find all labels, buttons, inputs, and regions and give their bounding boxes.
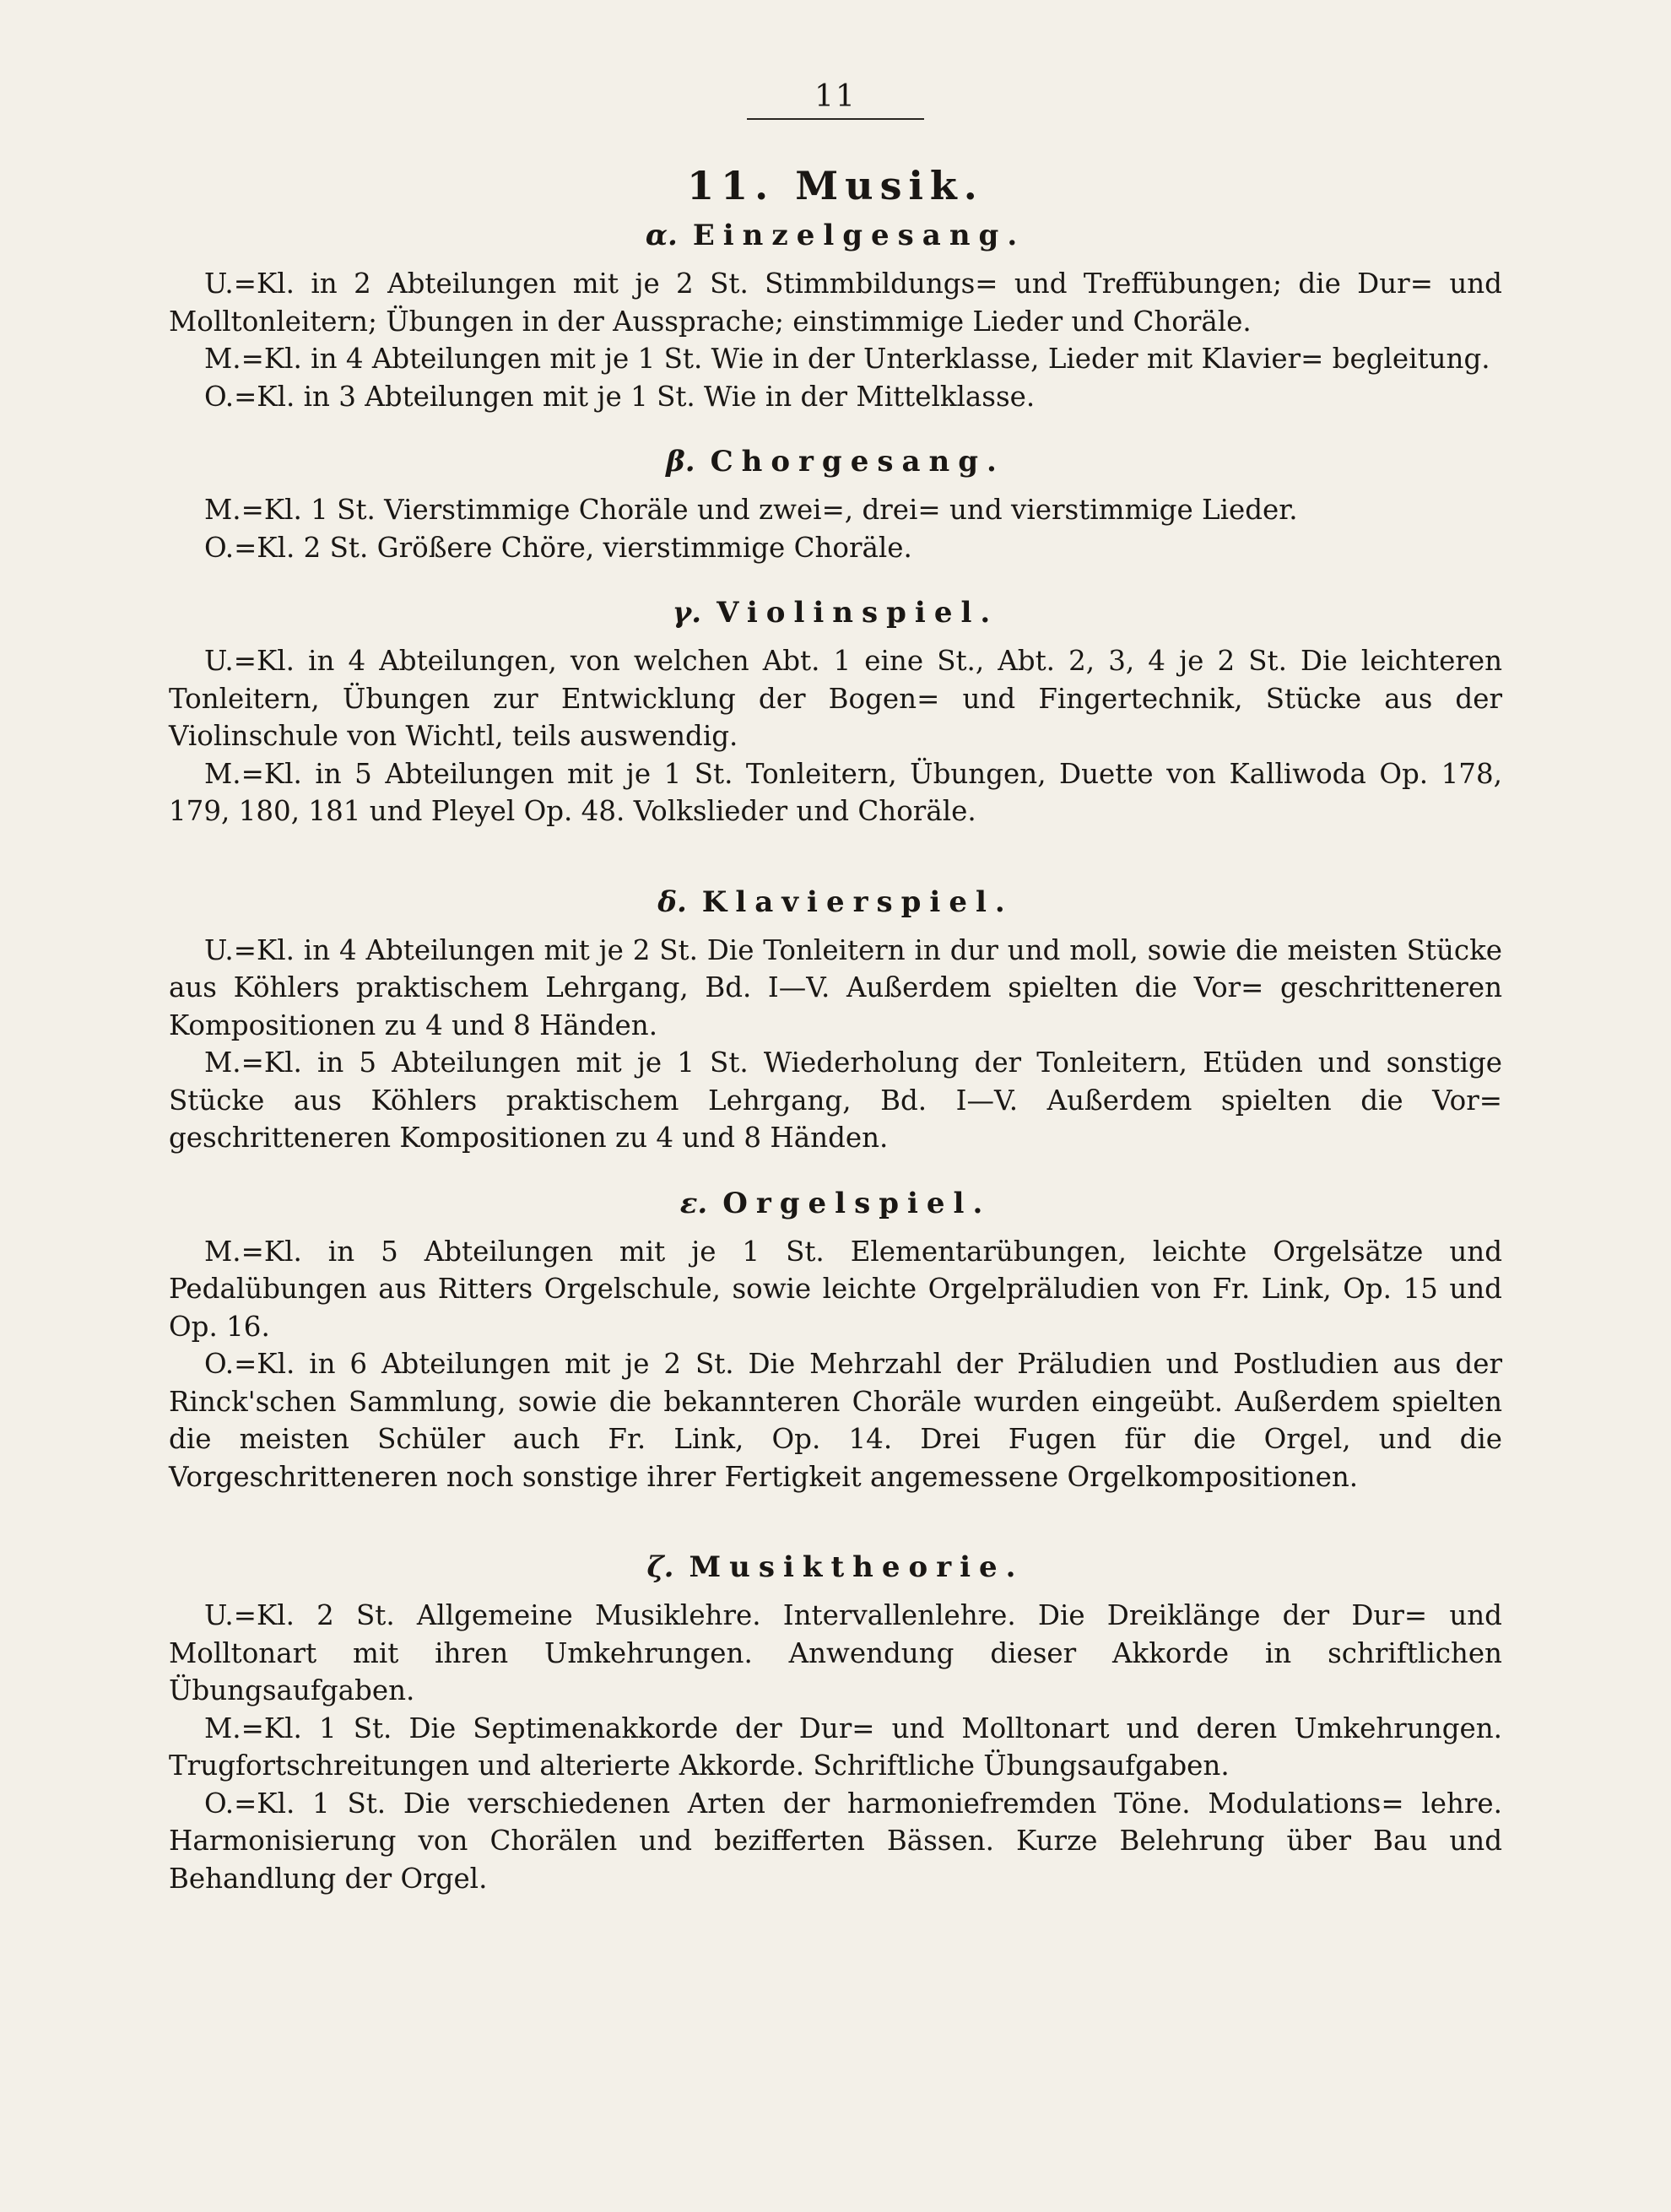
paragraph: M.=Kl. 1 St. Die Septimenakkorde der Dur= und Molltonart und deren Umkehrungen. Trugfortschreitungen und alterierte Akkorde. Schriftliche Übungsaufgaben. bbox=[169, 1712, 1502, 1782]
subsection-title: Musiktheorie. bbox=[689, 1550, 1025, 1584]
paragraph: U.=Kl. in 4 Abteilungen mit je 2 St. Die Tonleitern in dur und moll, sowie die meisten Stücke aus Köhlers praktischem Lehrgang, Bd. I—V. Außerdem spielten die Vor= geschritteneren Kompositionen zu 4 und 8 Händen. bbox=[169, 933, 1502, 1041]
paragraph: M.=Kl. in 5 Abteilungen mit je 1 St. Wiederholung der Tonleitern, Etüden und sonstige Stücke aus Köhlers praktischem Lehrgang, Bd. I—V. Außerdem spielten die Vor= geschritteneren Kompositionen zu 4 und 8 Händen. bbox=[169, 1047, 1502, 1154]
page-number: 11 bbox=[814, 79, 857, 114]
subsection-title: Klavierspiel. bbox=[701, 884, 1014, 919]
paragraph: M.=Kl. in 5 Abteilungen mit je 1 St. Elementarübungen, leichte Orgelsätze und Pedalübungen aus Ritters Orgelschule, sowie leichte Orgelpräludien von Fr. Link, Op. 15 und Op. 16. bbox=[169, 1235, 1502, 1343]
document-page bbox=[169, 76, 1502, 1923]
page-number-rule bbox=[747, 118, 924, 120]
paragraph: U.=Kl. in 4 Abteilungen, von welchen Abt. 1 eine St., Abt. 2, 3, 4 je 2 St. Die leichteren Tonleitern, Übungen zur Entwicklung der Bogen= und Fingertechnik, Stücke aus der Violinschule von Wichtl, teils auswendig. bbox=[169, 645, 1502, 752]
subsection-orgelspiel bbox=[169, 1182, 1502, 1496]
subsection-title: Einzelgesang. bbox=[692, 219, 1026, 252]
subsection-letter: δ. bbox=[657, 884, 687, 919]
section-title: 11. Musik. bbox=[687, 163, 984, 208]
paragraph: O.=Kl. in 6 Abteilungen mit je 2 St. Die Mehrzahl der Präludien und Postludien aus der Rinck'schen Sammlung, sowie die bekannteren Choräle wurden eingeübt. Außerdem spielten die meisten Schüler auch Fr. Link, Op. 14. Drei Fugen für die Orgel, und die Vorgeschritteneren noch sonstige ihrer Fertigkeit angemessene Orgelkompositionen. bbox=[169, 1348, 1502, 1493]
subsection-title: Violinspiel. bbox=[717, 596, 999, 630]
paragraph: O.=Kl. 2 St. Größere Chöre, vierstimmige Choräle. bbox=[204, 531, 912, 564]
subsection-chorgesang bbox=[169, 441, 1502, 566]
paragraph: M.=Kl. in 5 Abteilungen mit je 1 St. Tonleitern, Übungen, Duette von Kalliwoda Op. 178, 179, 180, 181 und Pleyel Op. 48. Volkslieder und Choräle. bbox=[169, 757, 1502, 827]
subsection-letter: ε. bbox=[679, 1186, 708, 1220]
paragraph: O.=Kl. in 3 Abteilungen mit je 1 St. Wie in der Mittelklasse. bbox=[204, 380, 1036, 413]
subsection-title: Orgelspiel. bbox=[722, 1186, 992, 1220]
subsection-letter: β. bbox=[666, 445, 695, 479]
subsection-musiktheorie bbox=[169, 1546, 1502, 1897]
subsection-heading bbox=[169, 592, 1502, 634]
subsection-heading bbox=[169, 1182, 1502, 1225]
paragraph: M.=Kl. in 4 Abteilungen mit je 1 St. Wie in der Unterklasse, Lieder mit Klavier= begleitung. bbox=[204, 343, 1490, 375]
subsection-klavierspiel bbox=[169, 881, 1502, 1157]
subsection-heading bbox=[169, 1546, 1502, 1588]
paragraph: O.=Kl. 1 St. Die verschiedenen Arten der harmoniefremden Töne. Modulations= lehre. Harmonisierung von Chorälen und bezifferten Bässen. Kurze Belehrung über Bau und Behandlung der Orgel. bbox=[169, 1787, 1502, 1895]
paragraph: U.=Kl. in 2 Abteilungen mit je 2 St. Stimmbildungs= und Treffübungen; die Dur= und Molltonleitern; Übungen in der Aussprache; einstimmige Lieder und Choräle. bbox=[169, 268, 1502, 338]
paragraph: U.=Kl. 2 St. Allgemeine Musiklehre. Intervallenlehre. Die Dreiklänge der Dur= und Molltonart mit ihren Umkehrungen. Anwendung dieser Akkorde in schriftlichen Übungsaufgaben. bbox=[169, 1599, 1502, 1706]
subsection-title: Chorgesang. bbox=[710, 445, 1005, 479]
subsection-heading bbox=[169, 881, 1502, 923]
subsection-letter: γ. bbox=[672, 596, 702, 630]
subsection-letter: α. bbox=[645, 219, 678, 252]
subsection-einzelgesang bbox=[169, 214, 1502, 415]
subsection-violinspiel bbox=[169, 592, 1502, 830]
subsection-letter: ζ. bbox=[646, 1550, 674, 1584]
paragraph: M.=Kl. 1 St. Vierstimmige Choräle und zwei=, drei= und vierstimmige Lieder. bbox=[204, 494, 1298, 526]
subsection-heading bbox=[169, 214, 1502, 257]
subsection-heading bbox=[169, 441, 1502, 483]
